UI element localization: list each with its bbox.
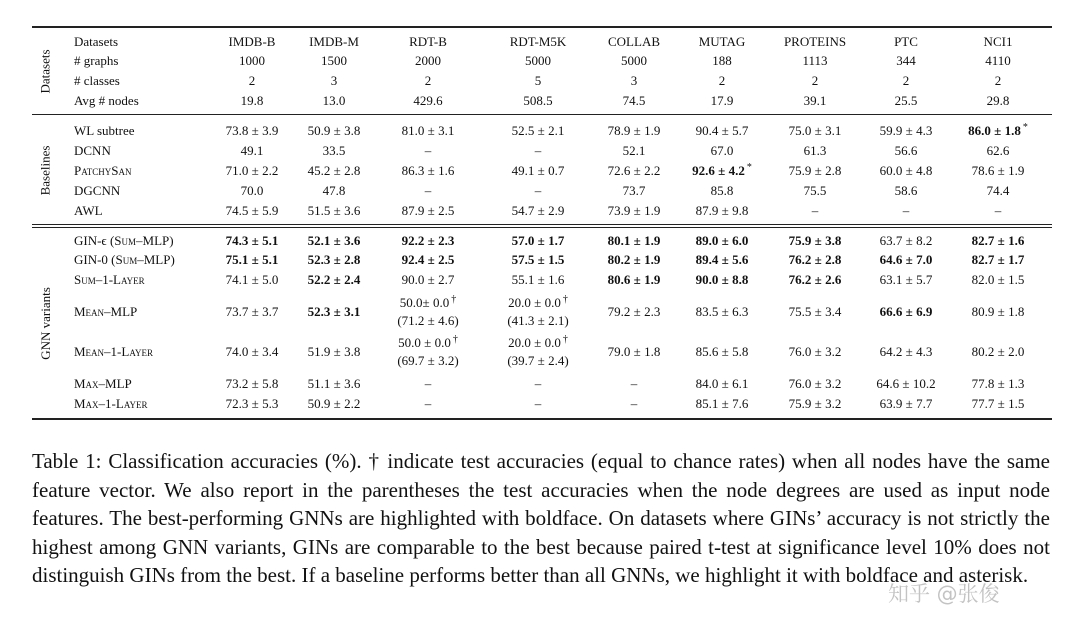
table-cell: 79.2 ± 2.3 xyxy=(607,304,661,319)
table-cell: 47.8 xyxy=(322,183,346,198)
table-cell: 3 xyxy=(330,73,338,88)
table-cell: 1000 xyxy=(239,53,265,68)
table-cell: 67.0 xyxy=(710,143,734,158)
table-cell: 61.3 xyxy=(803,143,827,158)
table-cell: 29.8 xyxy=(986,93,1010,108)
table-cell: 52.2 ± 2.4 xyxy=(307,272,361,287)
table-cell: 2 xyxy=(424,73,432,88)
table-cell: 20.0 ± 0.0 † xyxy=(508,293,568,310)
table-cell: 72.3 ± 5.3 xyxy=(225,396,279,411)
table-cell: 89.0 ± 6.0 xyxy=(695,233,749,248)
table-cell: 2000 xyxy=(415,53,441,68)
table-cell: 57.0 ± 1.7 xyxy=(511,233,565,248)
table-cell: 508.5 xyxy=(523,93,553,108)
baselines-rule-2 xyxy=(32,227,1052,228)
table-cell: 73.2 ± 5.8 xyxy=(225,376,279,391)
table-cell: 63.1 ± 5.7 xyxy=(879,272,933,287)
row-label: # graphs xyxy=(74,53,119,68)
table-cell: 64.6 ± 10.2 xyxy=(876,376,936,391)
table-row xyxy=(0,374,1080,394)
table-cell: 74.5 xyxy=(622,93,646,108)
table-cell: – xyxy=(424,376,432,391)
table-cell: 74.4 xyxy=(986,183,1010,198)
table-cell: – xyxy=(534,376,542,391)
table-cell: 82.7 ± 1.6 xyxy=(971,233,1025,248)
site-watermark: 知乎 @张俊 xyxy=(888,582,1000,606)
table-cell: 64.2 ± 4.3 xyxy=(879,344,933,359)
bottom-rule xyxy=(32,418,1052,420)
table-cell: 45.2 ± 2.8 xyxy=(307,163,361,178)
table-cell: 80.1 ± 1.9 xyxy=(607,233,661,248)
table-cell: – xyxy=(534,183,542,198)
table-cell: 77.8 ± 1.3 xyxy=(971,376,1025,391)
table-cell: COLLAB xyxy=(608,34,660,49)
table-cell: 74.1 ± 5.0 xyxy=(225,272,279,287)
table-cell: – xyxy=(630,396,638,411)
table-cell: 72.6 ± 2.2 xyxy=(607,163,661,178)
degree-value: (71.2 ± 4.6) xyxy=(397,313,459,328)
table-cell: 75.5 xyxy=(803,183,827,198)
table-cell: 49.1 ± 0.7 xyxy=(511,163,565,178)
row-label: Datasets xyxy=(74,34,119,49)
table-cell: – xyxy=(424,396,432,411)
table-cell: 62.6 xyxy=(986,143,1010,158)
table-cell: 73.7 xyxy=(622,183,646,198)
row-label: WL subtree xyxy=(74,123,135,138)
row-label: GIN-0 (Sum–MLP) xyxy=(74,252,175,267)
table-cell: 73.9 ± 1.9 xyxy=(607,203,661,218)
table-cell: 1113 xyxy=(802,53,828,68)
table-cell: 429.6 xyxy=(413,93,443,108)
table-cell: 64.6 ± 7.0 xyxy=(879,252,933,267)
table-row xyxy=(0,293,1080,328)
table-row xyxy=(0,71,1080,91)
table-cell: 52.1 xyxy=(622,143,646,158)
group-label-baselines-text: Baselines xyxy=(37,145,53,195)
top-rule xyxy=(32,26,1052,28)
table-cell: 80.6 ± 1.9 xyxy=(607,272,661,287)
table-cell: 78.9 ± 1.9 xyxy=(607,123,661,138)
table-cell: 75.9 ± 3.2 xyxy=(788,396,842,411)
table-cell: 89.4 ± 5.6 xyxy=(695,252,749,267)
asterisk-marker: * xyxy=(1022,121,1028,133)
table-row xyxy=(0,121,1080,141)
table-cell: 33.5 xyxy=(322,143,346,158)
row-label: Mean–1-Layer xyxy=(74,344,153,359)
row-label: GIN-ϵ (Sum–MLP) xyxy=(74,233,174,248)
row-label: DCNN xyxy=(74,143,111,158)
table-cell: 80.2 ± 2.0 xyxy=(971,344,1025,359)
table-cell: NCI1 xyxy=(983,34,1013,49)
table-cell: 78.6 ± 1.9 xyxy=(971,163,1025,178)
table-cell: 85.1 ± 7.6 xyxy=(695,396,749,411)
table-cell: 63.7 ± 8.2 xyxy=(879,233,933,248)
table-cell: 76.2 ± 2.6 xyxy=(788,272,842,287)
table-cell: 79.0 ± 1.8 xyxy=(607,344,661,359)
table-cell: 13.0 xyxy=(322,93,346,108)
table-cell: – xyxy=(424,183,432,198)
table-cell: PTC xyxy=(894,34,918,49)
dagger-marker: † xyxy=(562,333,568,345)
table-cell: 2 xyxy=(811,73,819,88)
table-row xyxy=(0,231,1080,251)
table-cell: 87.9 ± 9.8 xyxy=(695,203,749,218)
table-cell: 52.3 ± 2.8 xyxy=(307,252,361,267)
table-cell: 87.9 ± 2.5 xyxy=(401,203,455,218)
baselines-rule-1 xyxy=(32,224,1052,225)
table-cell: 5 xyxy=(534,73,542,88)
table-cell: 85.8 xyxy=(710,183,734,198)
table-cell: 55.1 ± 1.6 xyxy=(511,272,565,287)
table-cell: – xyxy=(630,376,638,391)
table-cell: MUTAG xyxy=(698,34,746,49)
table-cell: 90.4 ± 5.7 xyxy=(695,123,749,138)
table-cell: 90.0 ± 2.7 xyxy=(401,272,455,287)
table-cell: 84.0 ± 6.1 xyxy=(695,376,749,391)
row-label: PatchySan xyxy=(74,163,132,178)
table-cell: 1500 xyxy=(321,53,347,68)
table-cell: 54.7 ± 2.9 xyxy=(511,203,565,218)
table-cell: 188 xyxy=(712,53,732,68)
table-cell: 76.0 ± 3.2 xyxy=(788,344,842,359)
row-label: Avg # nodes xyxy=(74,93,139,108)
table-cell: 75.9 ± 3.8 xyxy=(788,233,842,248)
table-cell: 20.0 ± 0.0 † xyxy=(508,333,568,350)
table-cell: RDT-M5K xyxy=(509,34,567,49)
table-cell: 74.3 ± 5.1 xyxy=(225,233,279,248)
table-row xyxy=(0,91,1080,111)
table-cell: RDT-B xyxy=(409,34,447,49)
table-cell: 50.0 ± 0.0 † xyxy=(398,333,458,350)
table-cell: – xyxy=(994,203,1002,218)
row-label: DGCNN xyxy=(74,183,121,198)
table-cell: 51.9 ± 3.8 xyxy=(307,344,361,359)
table-cell: 2 xyxy=(902,73,910,88)
datasets-rule xyxy=(32,114,1052,115)
table-cell: 39.1 xyxy=(803,93,827,108)
table-cell: IMDB-B xyxy=(228,34,276,49)
table-cell: 51.5 ± 3.6 xyxy=(307,203,361,218)
table-cell: 85.6 ± 5.8 xyxy=(695,344,749,359)
table-cell: 25.5 xyxy=(894,93,918,108)
table-cell: 83.5 ± 6.3 xyxy=(695,304,749,319)
table-cell: 5000 xyxy=(621,53,647,68)
table-cell: 58.6 xyxy=(894,183,918,198)
table-cell: 92.2 ± 2.3 xyxy=(401,233,455,248)
table-row xyxy=(0,394,1080,414)
table-cell: 70.0 xyxy=(240,183,264,198)
table-row xyxy=(0,161,1080,181)
table-row xyxy=(0,32,1080,52)
table-row xyxy=(0,51,1080,71)
table-cell: 90.0 ± 8.8 xyxy=(695,272,749,287)
degree-value: (41.3 ± 2.1) xyxy=(507,313,569,328)
group-label-gnn-variants-text: GNN variants xyxy=(37,286,53,360)
table-cell: 74.5 ± 5.9 xyxy=(225,203,279,218)
table-cell: 76.2 ± 2.8 xyxy=(788,252,842,267)
table-cell: 2 xyxy=(718,73,726,88)
table-cell: 51.1 ± 3.6 xyxy=(307,376,361,391)
table-cell: 2 xyxy=(248,73,256,88)
table-cell: 52.5 ± 2.1 xyxy=(511,123,565,138)
table-cell: 92.4 ± 2.5 xyxy=(401,252,455,267)
table-cell: 50.9 ± 2.2 xyxy=(307,396,361,411)
table-cell: 50.9 ± 3.8 xyxy=(307,123,361,138)
table-cell: 74.0 ± 3.4 xyxy=(225,344,279,359)
table-cell: 73.7 ± 3.7 xyxy=(225,304,279,319)
table-cell: 86.3 ± 1.6 xyxy=(401,163,455,178)
degree-value: (39.7 ± 2.4) xyxy=(507,353,569,368)
table-cell: 77.7 ± 1.5 xyxy=(971,396,1025,411)
table-caption: Table 1: Classification accuracies (%). † indicate test accuracies (equal to chance rates) when all nodes have the same feature vector. We also report in the parentheses the test accuracies when the node degrees are used as input node features. The best-performing GNNs are highlighted with boldface. On datasets where GINs’ accuracy is not strictly the highest among GNN variants, GINs are comparable to the best because paired t-test at significance level 10% does not distinguish GINs from the best. If a baseline performs better than all GNNs, we highlight it with boldface and asterisk. xyxy=(32,449,1050,587)
table-cell: 82.0 ± 1.5 xyxy=(971,272,1025,287)
table-cell: 86.0 ± 1.8 * xyxy=(968,121,1028,138)
table-cell: – xyxy=(424,143,432,158)
table-cell: 66.6 ± 6.9 xyxy=(879,304,933,319)
table-cell: 75.0 ± 3.1 xyxy=(788,123,842,138)
table-cell: 75.5 ± 3.4 xyxy=(788,304,842,319)
table-cell: 56.6 xyxy=(894,143,918,158)
table-cell: 76.0 ± 3.2 xyxy=(788,376,842,391)
row-label: AWL xyxy=(74,203,103,218)
table-cell: IMDB-M xyxy=(309,34,359,49)
table-cell: 52.3 ± 3.1 xyxy=(307,304,361,319)
table-cell: 73.8 ± 3.9 xyxy=(225,123,279,138)
dagger-marker: † xyxy=(452,333,458,345)
table-cell: – xyxy=(534,143,542,158)
table-cell: 52.1 ± 3.6 xyxy=(307,233,361,248)
table-cell: – xyxy=(534,396,542,411)
row-label: Max–MLP xyxy=(74,376,132,391)
table-cell: 19.8 xyxy=(240,93,264,108)
table-row xyxy=(0,141,1080,161)
dagger-marker: † xyxy=(451,293,457,305)
table-cell: 5000 xyxy=(525,53,551,68)
table-row xyxy=(0,333,1080,368)
row-label: # classes xyxy=(74,73,120,88)
table-cell: 3 xyxy=(630,73,638,88)
group-label-datasets-text: Datasets xyxy=(37,48,53,94)
table-cell: 50.0± 0.0 † xyxy=(399,293,457,310)
table-row xyxy=(0,181,1080,201)
table-cell: 57.5 ± 1.5 xyxy=(511,252,565,267)
table-row xyxy=(0,250,1080,270)
table-row xyxy=(0,270,1080,290)
degree-value: (69.7 ± 3.2) xyxy=(397,353,459,368)
table-cell: 80.2 ± 1.9 xyxy=(607,252,661,267)
dagger-marker: † xyxy=(562,293,568,305)
table-cell: 82.7 ± 1.7 xyxy=(971,252,1025,267)
table-cell: 75.9 ± 2.8 xyxy=(788,163,842,178)
table-cell: 60.0 ± 4.8 xyxy=(879,163,933,178)
table-cell: – xyxy=(811,203,819,218)
table-cell: 2 xyxy=(994,73,1002,88)
table-cell: 71.0 ± 2.2 xyxy=(225,163,279,178)
table-cell: – xyxy=(902,203,910,218)
table-row xyxy=(0,201,1080,221)
table-cell: 80.9 ± 1.8 xyxy=(971,304,1025,319)
table-cell: 17.9 xyxy=(710,93,734,108)
table-cell: 63.9 ± 7.7 xyxy=(879,396,933,411)
table-cell: 4110 xyxy=(985,53,1011,68)
row-label: Sum–1-Layer xyxy=(74,272,145,287)
table-cell: 75.1 ± 5.1 xyxy=(225,252,279,267)
table-cell: PROTEINS xyxy=(783,34,847,49)
row-label: Max–1-Layer xyxy=(74,396,148,411)
table-cell: 81.0 ± 3.1 xyxy=(401,123,455,138)
table-cell: 49.1 xyxy=(240,143,264,158)
table-cell: 344 xyxy=(896,53,916,68)
table-cell: 59.9 ± 4.3 xyxy=(879,123,933,138)
row-label: Mean–MLP xyxy=(74,304,138,319)
asterisk-marker: * xyxy=(746,161,752,173)
table-cell: 92.6 ± 4.2 * xyxy=(692,161,752,178)
